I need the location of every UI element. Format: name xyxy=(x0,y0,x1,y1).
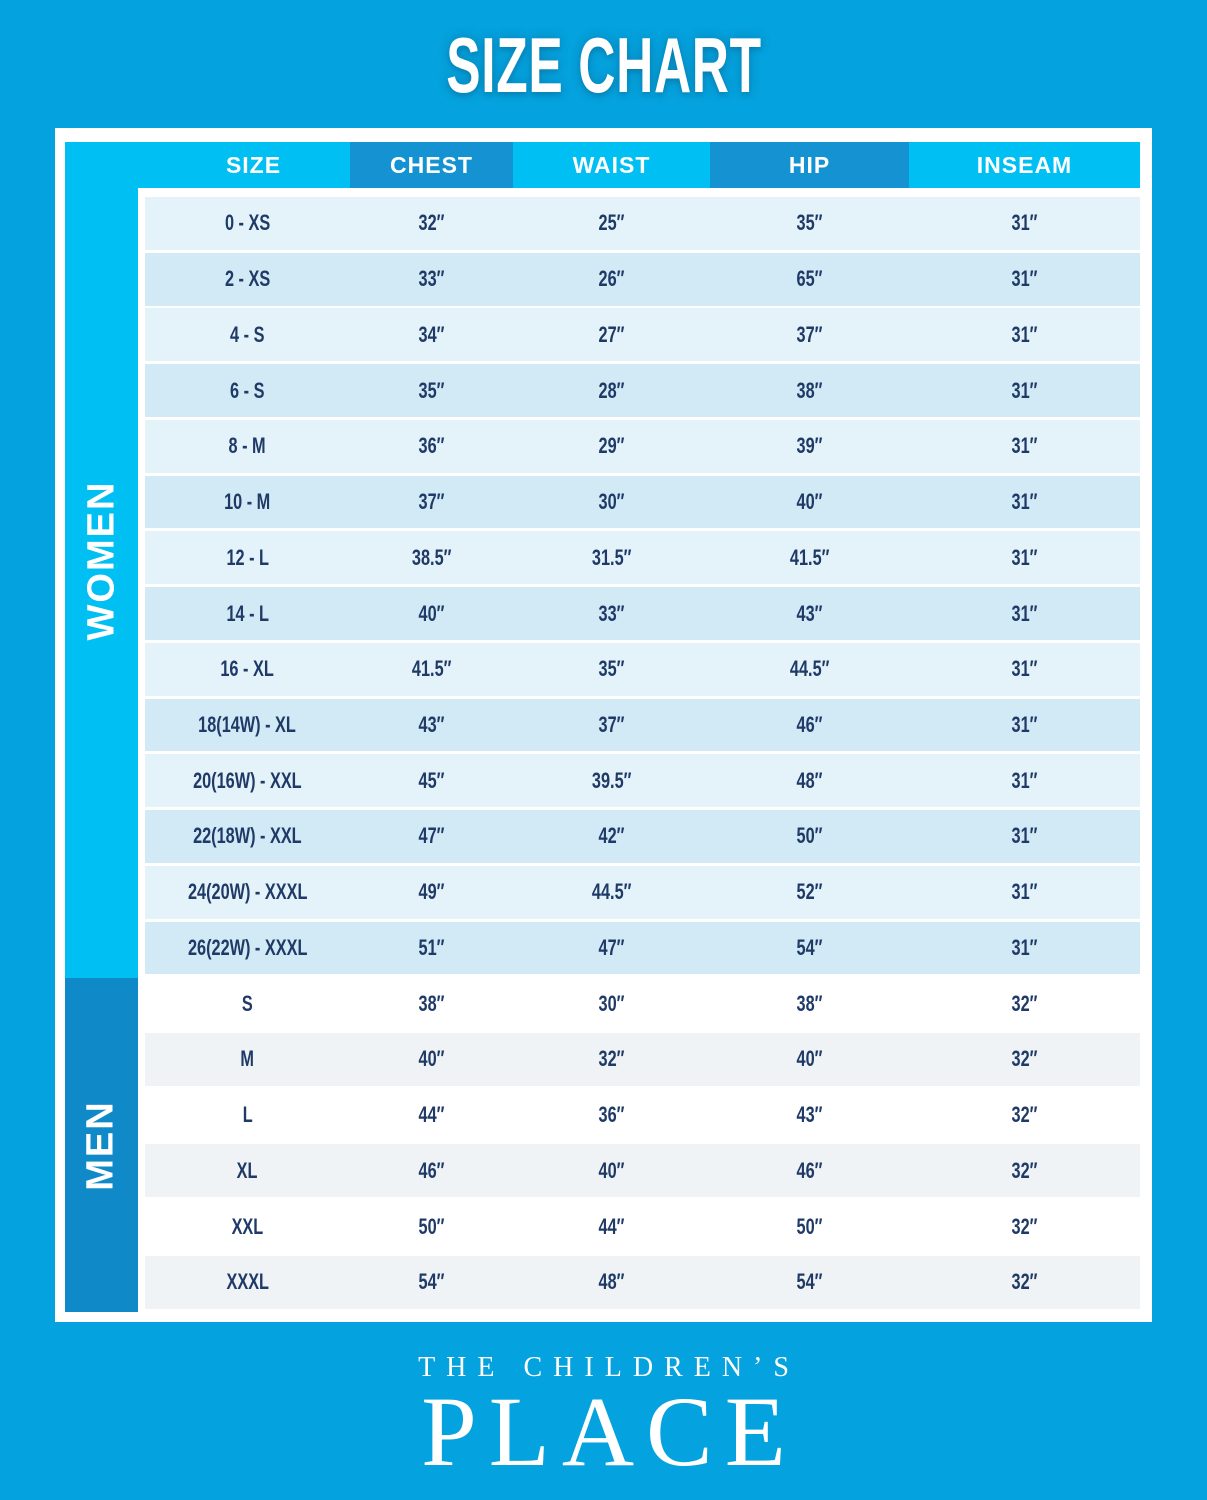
measurement-value xyxy=(350,810,513,863)
measurement-value xyxy=(909,531,1140,584)
cell-text: 40″ xyxy=(418,1046,445,1072)
table-row xyxy=(145,587,1140,640)
cell-text: 38.5″ xyxy=(411,544,452,570)
measurement-value xyxy=(350,1089,513,1142)
table-row xyxy=(145,476,1140,529)
table-row xyxy=(145,1200,1140,1253)
measurement-value xyxy=(513,253,710,306)
table-row xyxy=(145,866,1140,919)
measurement-value xyxy=(909,197,1140,250)
cell-text: 48″ xyxy=(598,1269,625,1295)
cell-text: 31″ xyxy=(1011,266,1038,292)
measurement-value xyxy=(513,1033,710,1086)
measurement-value xyxy=(909,364,1140,417)
measurement-value xyxy=(350,308,513,361)
cell-text: XL xyxy=(237,1157,258,1183)
size-label xyxy=(145,977,350,1030)
page-title-text: SIZE CHART xyxy=(445,21,762,109)
table-body xyxy=(145,197,1140,1312)
cell-text: 44.5″ xyxy=(591,879,632,905)
measurement-value xyxy=(513,1089,710,1142)
measurement-value xyxy=(710,810,909,863)
cell-text: 31″ xyxy=(1011,210,1038,236)
measurement-value xyxy=(350,1256,513,1309)
cell-text: 39″ xyxy=(796,433,823,459)
measurement-value xyxy=(909,1144,1140,1197)
size-label xyxy=(145,364,350,417)
cell-text: 31″ xyxy=(1011,489,1038,515)
cell-text: XXXL xyxy=(226,1269,269,1295)
size-label xyxy=(145,1144,350,1197)
cell-text: 31″ xyxy=(1011,600,1038,626)
measurement-value xyxy=(350,531,513,584)
measurement-value xyxy=(710,587,909,640)
measurement-value xyxy=(350,866,513,919)
table-row xyxy=(145,699,1140,752)
measurement-value xyxy=(909,1200,1140,1253)
cell-text: 35″ xyxy=(418,377,445,403)
cell-text: 54″ xyxy=(796,934,823,960)
size-label xyxy=(145,922,350,975)
measurement-value xyxy=(909,922,1140,975)
cell-text: 65″ xyxy=(796,266,823,292)
cell-text: 31″ xyxy=(1011,823,1038,849)
measurement-value xyxy=(513,308,710,361)
measurement-value xyxy=(513,531,710,584)
cell-text: 0 - XS xyxy=(224,210,271,236)
measurement-value xyxy=(909,810,1140,863)
table-row xyxy=(145,922,1140,975)
measurement-value xyxy=(513,699,710,752)
cell-text: 8 - M xyxy=(228,433,267,459)
measurement-value xyxy=(909,308,1140,361)
cell-text: 32″ xyxy=(1011,1157,1038,1183)
table-row xyxy=(145,1256,1140,1309)
measurement-value xyxy=(350,1200,513,1253)
cell-text: 31″ xyxy=(1011,544,1038,570)
cell-text: 52″ xyxy=(796,879,823,905)
measurement-value xyxy=(710,197,909,250)
cell-text: 33″ xyxy=(418,266,445,292)
size-label xyxy=(145,420,350,473)
cell-text: 46″ xyxy=(796,712,823,737)
cell-text: 54″ xyxy=(418,1269,445,1295)
table-row xyxy=(145,420,1140,473)
measurement-value xyxy=(350,754,513,807)
size-label xyxy=(145,587,350,640)
table-row xyxy=(145,308,1140,361)
cell-text: 36″ xyxy=(418,433,445,459)
cell-text: 26(22W) - XXXL xyxy=(187,934,308,960)
cell-text: 31″ xyxy=(1011,433,1038,459)
cell-text: 38″ xyxy=(796,990,823,1016)
cell-text: L xyxy=(242,1102,253,1128)
measurement-value xyxy=(710,699,909,752)
measurement-value xyxy=(710,977,909,1030)
measurement-value xyxy=(710,253,909,306)
measurement-value xyxy=(710,866,909,919)
table-row xyxy=(145,754,1140,807)
cell-text: 43″ xyxy=(796,1102,823,1128)
measurement-value xyxy=(909,1256,1140,1309)
size-label xyxy=(145,308,350,361)
column-header-waist: WAIST xyxy=(513,142,710,188)
measurement-value xyxy=(909,253,1140,306)
cell-text: 54″ xyxy=(796,1269,823,1295)
cell-text: 40″ xyxy=(418,600,445,626)
size-label xyxy=(145,866,350,919)
measurement-value xyxy=(350,922,513,975)
table-row xyxy=(145,197,1140,250)
measurement-value xyxy=(350,364,513,417)
size-label xyxy=(145,754,350,807)
cell-text: 47″ xyxy=(418,823,445,849)
cell-text: 26″ xyxy=(598,266,625,292)
measurement-value xyxy=(909,866,1140,919)
table-row xyxy=(145,1144,1140,1197)
cell-text: 31″ xyxy=(1011,934,1038,960)
cell-text: S xyxy=(242,990,253,1016)
measurement-value xyxy=(909,754,1140,807)
measurement-value xyxy=(710,308,909,361)
measurement-value xyxy=(350,699,513,752)
measurement-value xyxy=(513,1200,710,1253)
cell-text: 31″ xyxy=(1011,879,1038,905)
table-header-row xyxy=(65,142,1140,188)
cell-text: M xyxy=(240,1046,255,1072)
cell-text: 31″ xyxy=(1011,712,1038,737)
cell-text: 51″ xyxy=(418,934,445,960)
measurement-value xyxy=(513,1144,710,1197)
measurement-value xyxy=(710,643,909,696)
cell-text: 37″ xyxy=(796,321,823,347)
measurement-value xyxy=(710,1200,909,1253)
cell-text: 31.5″ xyxy=(591,544,632,570)
cell-text: 6 - S xyxy=(230,377,265,403)
cell-text: 50″ xyxy=(418,1213,445,1239)
table-row xyxy=(145,531,1140,584)
measurement-value xyxy=(513,197,710,250)
cell-text: 45″ xyxy=(418,767,445,793)
table-row xyxy=(145,1089,1140,1142)
page-title xyxy=(0,21,1207,109)
cell-text: 32″ xyxy=(1011,1213,1038,1239)
section-band-women xyxy=(65,142,138,978)
cell-text: 31″ xyxy=(1011,377,1038,403)
measurement-value xyxy=(513,977,710,1030)
measurement-value xyxy=(909,476,1140,529)
measurement-value xyxy=(710,364,909,417)
cell-text: 33″ xyxy=(598,600,625,626)
size-label xyxy=(145,1033,350,1086)
measurement-value xyxy=(350,197,513,250)
size-label xyxy=(145,253,350,306)
measurement-value xyxy=(909,643,1140,696)
measurement-value xyxy=(710,1256,909,1309)
measurement-value xyxy=(350,1033,513,1086)
column-header-hip: HIP xyxy=(710,142,909,188)
size-label xyxy=(145,1200,350,1253)
cell-text: 47″ xyxy=(598,934,625,960)
measurement-value xyxy=(710,1089,909,1142)
table-row xyxy=(145,643,1140,696)
measurement-value xyxy=(350,587,513,640)
measurement-value xyxy=(710,420,909,473)
column-header-chest: CHEST xyxy=(350,142,513,188)
cell-text: 10 - M xyxy=(224,489,271,515)
cell-text: 36″ xyxy=(598,1102,625,1128)
measurement-value xyxy=(513,866,710,919)
cell-text: 32″ xyxy=(1011,1102,1038,1128)
table-frame xyxy=(55,128,1152,1322)
size-label xyxy=(145,643,350,696)
cell-text: 43″ xyxy=(418,712,445,737)
cell-text: 35″ xyxy=(796,210,823,236)
table-row xyxy=(145,364,1140,417)
section-label-women: WOMEN xyxy=(80,480,122,640)
measurement-value xyxy=(350,420,513,473)
measurement-value xyxy=(710,476,909,529)
measurement-value xyxy=(513,420,710,473)
measurement-value xyxy=(513,587,710,640)
cell-text: 39.5″ xyxy=(591,767,632,793)
measurement-value xyxy=(710,754,909,807)
table-row xyxy=(145,810,1140,863)
size-label xyxy=(145,531,350,584)
cell-text: 27″ xyxy=(598,321,625,347)
cell-text: 44″ xyxy=(598,1213,625,1239)
cell-text: 50″ xyxy=(796,1213,823,1239)
size-label xyxy=(145,1256,350,1309)
cell-text: 32″ xyxy=(1011,1269,1038,1295)
cell-text: 2 - XS xyxy=(224,266,271,292)
cell-text: 44.5″ xyxy=(789,656,830,682)
measurement-value xyxy=(909,977,1140,1030)
cell-text: 28″ xyxy=(598,377,625,403)
size-label xyxy=(145,699,350,752)
measurement-value xyxy=(350,977,513,1030)
measurement-value xyxy=(513,810,710,863)
cell-text: 37″ xyxy=(598,712,625,737)
cell-text: 48″ xyxy=(796,767,823,793)
cell-text: 46″ xyxy=(796,1157,823,1183)
cell-text: 12 - L xyxy=(226,544,269,570)
cell-text: 46″ xyxy=(418,1157,445,1183)
measurement-value xyxy=(710,1033,909,1086)
cell-text: 22(18W) - XXL xyxy=(193,823,302,849)
cell-text: 40″ xyxy=(796,1046,823,1072)
size-label xyxy=(145,1089,350,1142)
cell-text: 24(20W) - XXXL xyxy=(187,879,308,905)
cell-text: 4 - S xyxy=(230,321,265,347)
cell-text: 49″ xyxy=(418,879,445,905)
measurement-value xyxy=(909,1089,1140,1142)
measurement-value xyxy=(909,587,1140,640)
size-label xyxy=(145,476,350,529)
measurement-value xyxy=(350,253,513,306)
cell-text: 31″ xyxy=(1011,321,1038,347)
table-row xyxy=(145,1033,1140,1086)
cell-text: 30″ xyxy=(598,489,625,515)
measurement-value xyxy=(909,1033,1140,1086)
cell-text: 40″ xyxy=(796,489,823,515)
measurement-value xyxy=(909,420,1140,473)
cell-text: 40″ xyxy=(598,1157,625,1183)
cell-text: XXL xyxy=(231,1213,264,1239)
cell-text: 38″ xyxy=(418,990,445,1016)
table-row xyxy=(145,977,1140,1030)
measurement-value xyxy=(710,922,909,975)
cell-text: 29″ xyxy=(598,433,625,459)
cell-text: 32″ xyxy=(418,210,445,236)
measurement-value xyxy=(350,643,513,696)
cell-text: 18(14W) - XL xyxy=(198,712,297,737)
measurement-value xyxy=(513,922,710,975)
cell-text: 34″ xyxy=(418,321,445,347)
column-header-inseam: INSEAM xyxy=(909,142,1140,188)
cell-text: 16 - XL xyxy=(220,656,275,682)
cell-text: 32″ xyxy=(1011,1046,1038,1072)
cell-text: 38″ xyxy=(796,377,823,403)
cell-text: 14 - L xyxy=(226,600,269,626)
column-header-size: SIZE xyxy=(65,142,350,188)
cell-text: 31″ xyxy=(1011,656,1038,682)
cell-text: 32″ xyxy=(1011,990,1038,1016)
measurement-value xyxy=(710,531,909,584)
measurement-value xyxy=(909,699,1140,752)
measurement-value xyxy=(513,476,710,529)
measurement-value xyxy=(513,1256,710,1309)
cell-text: 42″ xyxy=(598,823,625,849)
cell-text: 32″ xyxy=(598,1046,625,1072)
cell-text: 20(16W) - XXL xyxy=(193,767,302,793)
measurement-value xyxy=(513,643,710,696)
cell-text: 25″ xyxy=(598,210,625,236)
cell-text: 41.5″ xyxy=(789,544,830,570)
cell-text: 35″ xyxy=(598,656,625,682)
cell-text: 44″ xyxy=(418,1102,445,1128)
measurement-value xyxy=(513,754,710,807)
brand-wordmark-top: THE CHILDREN’S xyxy=(418,1352,800,1383)
size-label xyxy=(145,197,350,250)
section-band-men xyxy=(65,978,138,1312)
measurement-value xyxy=(350,476,513,529)
cell-text: 43″ xyxy=(796,600,823,626)
measurement-value xyxy=(513,364,710,417)
measurement-value xyxy=(350,1144,513,1197)
size-label xyxy=(145,810,350,863)
section-label-men: MEN xyxy=(80,1099,123,1191)
cell-text: 31″ xyxy=(1011,767,1038,793)
cell-text: 50″ xyxy=(796,823,823,849)
cell-text: 30″ xyxy=(598,990,625,1016)
cell-text: 41.5″ xyxy=(411,656,452,682)
measurement-value xyxy=(710,1144,909,1197)
table-row xyxy=(145,253,1140,306)
brand-wordmark-bottom: PLACE xyxy=(421,1376,798,1487)
cell-text: 37″ xyxy=(418,489,445,515)
